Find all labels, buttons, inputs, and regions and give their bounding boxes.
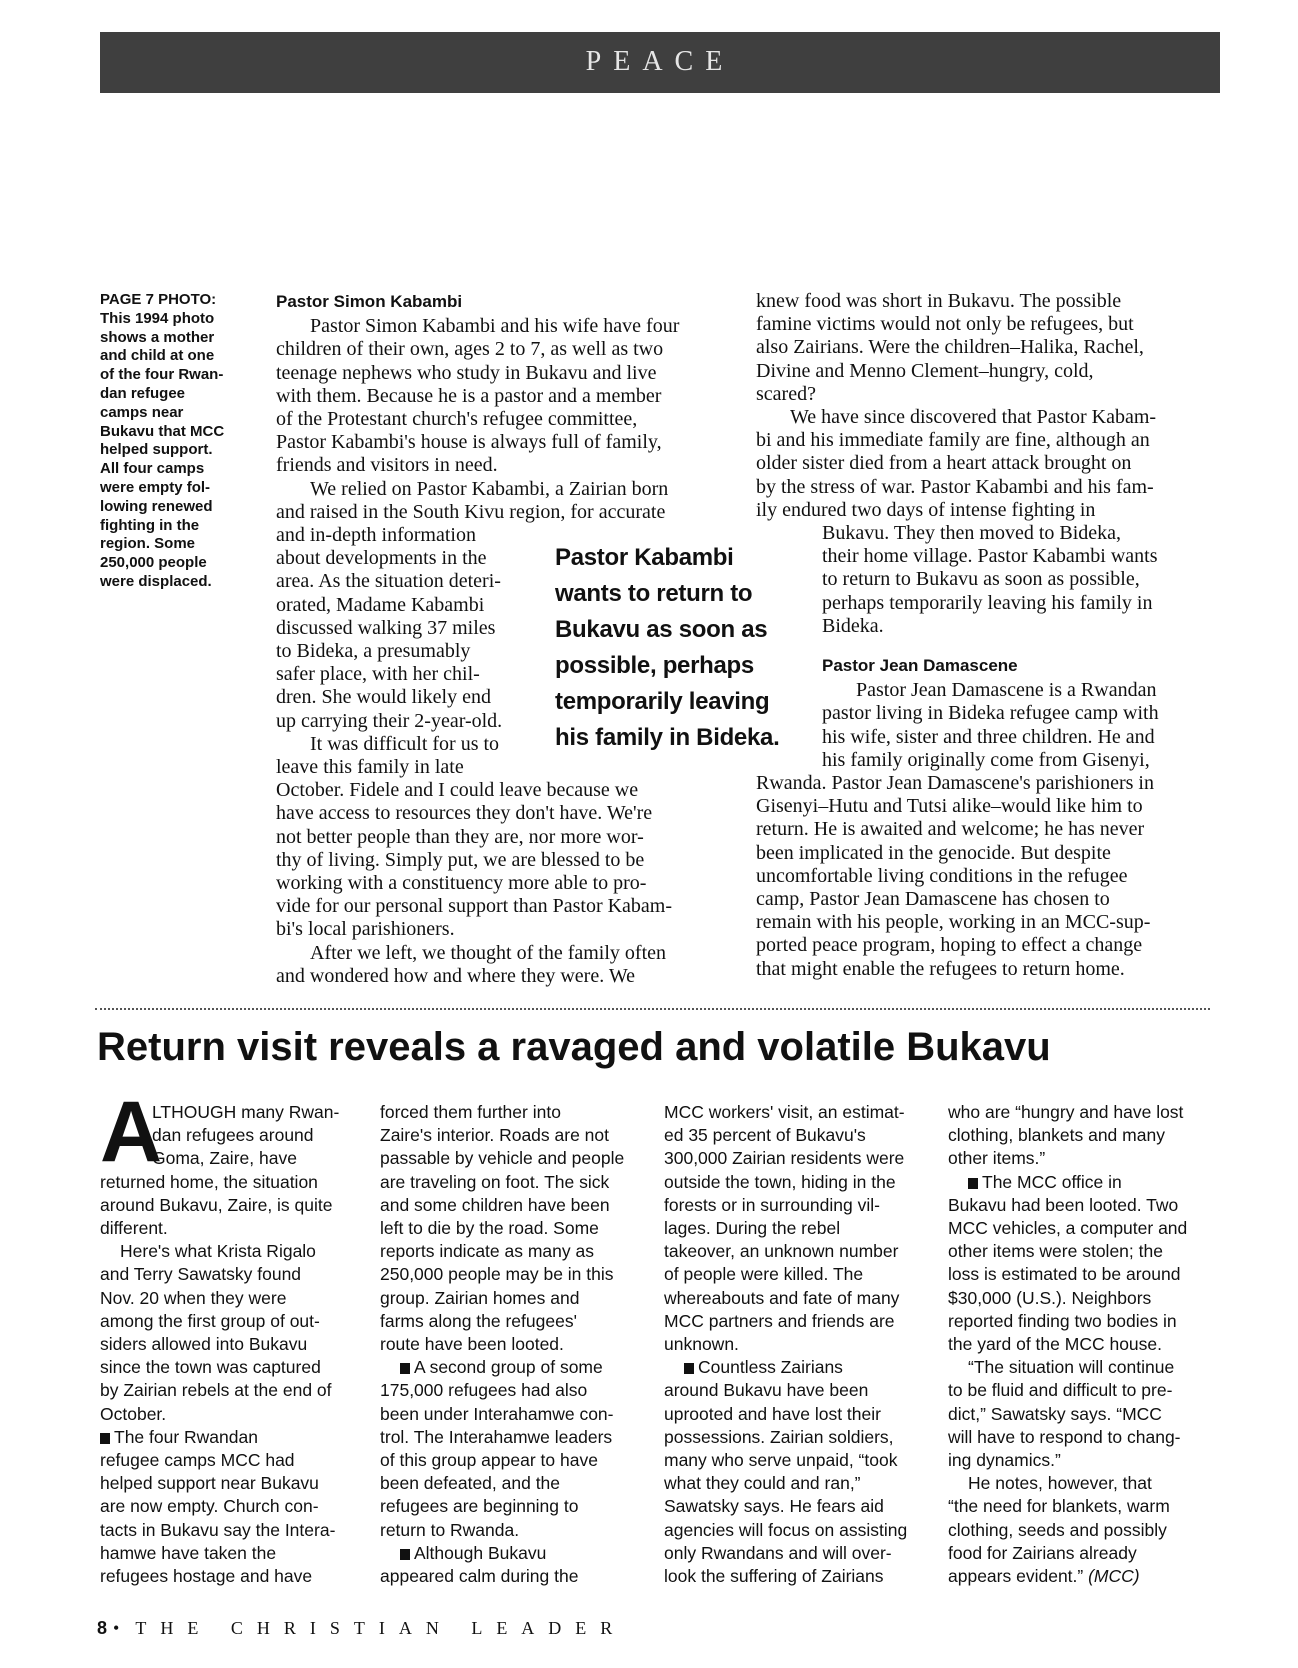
text-line: 175,000 refugees had also	[380, 1380, 588, 1401]
text-line: The four Rwandan	[100, 1426, 360, 1449]
article-credit: (MCC)	[1083, 1566, 1140, 1587]
text-line: Countless Zairians	[664, 1356, 924, 1379]
text-line: to return to Bukavu as soon as possible,	[822, 568, 1140, 591]
text-line: working with a constituency more able to pro-	[276, 872, 647, 895]
publication-name: THE CHRISTIAN LEADER	[135, 1618, 627, 1638]
text-line: discussed walking 37 miles	[276, 616, 496, 639]
text-line: refugee camps MCC had	[100, 1450, 295, 1471]
text-line: agencies will focus on assisting	[664, 1519, 908, 1540]
text-line: takeover, an unknown number	[664, 1241, 899, 1262]
text-line: “The situation will continue	[968, 1357, 1175, 1378]
text-line: about developments in the	[276, 547, 487, 570]
text-line: his wife, sister and three children. He and	[822, 725, 1155, 748]
text-line: been defeated, and the	[380, 1473, 561, 1494]
text-line: were displaced.	[100, 572, 212, 590]
text-line: area. As the situation deteri-	[276, 570, 501, 593]
text-line: with them. Because he is a pastor and a member	[276, 384, 662, 407]
text-line: have access to resources they don't have. We're	[276, 802, 653, 825]
text-line: This 1994 photo	[100, 309, 215, 327]
text-line: since the town was captured	[100, 1357, 321, 1378]
text-line: Bukavu. They then moved to Bideka,	[822, 522, 1122, 545]
text-line: Bukavu that MCC	[100, 422, 225, 440]
text-line: uprooted and have lost their	[664, 1403, 881, 1424]
text-line: Goma, Zaire, have	[152, 1148, 297, 1169]
text-line: many who serve unpaid, “took	[664, 1450, 898, 1471]
text-line: Divine and Menno Clement–hungry, cold,	[756, 359, 1094, 382]
text-line: remain with his people, working in an MCC-sup-	[756, 911, 1151, 934]
text-line: vide for our personal support than Pastor Kabam-	[276, 895, 673, 918]
text-line: Bukavu as soon as	[555, 616, 768, 643]
text-line: camp, Pastor Jean Damascene has chosen to	[756, 888, 1110, 911]
text-line: by Zairian rebels at the end of	[100, 1380, 332, 1401]
text-line: safer place, with her chil-	[276, 663, 480, 686]
text-line: It was difficult for us to	[310, 732, 500, 755]
text-line: return to Rwanda.	[380, 1519, 520, 1540]
text-line: clothing, seeds and possibly	[948, 1519, 1167, 1540]
text-line: ing dynamics.”	[948, 1450, 1061, 1471]
text-line: Nov. 20 when they were	[100, 1287, 287, 1308]
subhead-simon-kabambi: Pastor Simon Kabambi	[276, 292, 463, 311]
text-line: ily endured two days of intense fighting in	[756, 498, 1096, 521]
text-line: returned home, the situation	[100, 1171, 318, 1192]
text-line: ed 35 percent of Bukavu's	[664, 1125, 866, 1146]
col2-narrow	[756, 522, 1216, 638]
text-line: and raised in the South Kivu region, for accurate	[276, 500, 666, 523]
text-line: Rwanda. Pastor Jean Damascene's parishioners in	[756, 772, 1154, 795]
col2-top	[756, 290, 1216, 522]
text-line: “the need for blankets, warm	[948, 1496, 1170, 1517]
text-line: forced them further into	[380, 1102, 561, 1122]
text-line: We have since discovered that Pastor Kabam-	[790, 406, 1157, 429]
text-line: camps near	[100, 403, 184, 421]
text-line: $30,000 (U.S.). Neighbors	[948, 1287, 1152, 1308]
text-line: reports indicate as many as	[380, 1241, 594, 1262]
text-line: Sawatsky says. He fears aid	[664, 1496, 884, 1517]
text-line: different.	[100, 1218, 168, 1239]
page-number: 8	[97, 1618, 108, 1638]
text-line: refugees are beginning to	[380, 1496, 579, 1517]
text-line: helped support.	[100, 441, 213, 459]
text-line: After we left, we thought of the family often	[310, 941, 666, 964]
text-line: October. Fidele and I could leave because we	[276, 779, 639, 802]
text-line: are traveling on foot. The sick	[380, 1171, 610, 1192]
text-line: to Bideka, a presumably	[276, 640, 471, 663]
text-line: Bukavu had been looted. Two	[948, 1194, 1179, 1215]
text-line: and some children have been	[380, 1194, 610, 1215]
article-column-3	[664, 1101, 924, 1588]
text-line: bi and his immediate family are fine, although an	[756, 429, 1150, 452]
text-line: of the Protestant church's refugee committee,	[276, 408, 638, 431]
col1-bottom	[276, 779, 736, 988]
text-line: his family in Bideka.	[555, 724, 780, 751]
text-line: other items were stolen; the	[948, 1241, 1163, 1262]
text-line: thy of living. Simply put, we are blessed to be	[276, 848, 645, 871]
text-line: We relied on Pastor Kabambi, a Zairian born	[310, 477, 669, 500]
section-banner	[100, 32, 1220, 93]
text-line: unknown.	[664, 1334, 739, 1355]
article-column-4	[948, 1101, 1208, 1588]
text-line: famine victims would not only be refugees, but	[756, 313, 1134, 336]
text-line: 250,000 people	[100, 554, 207, 572]
text-line: will have to respond to chang-	[948, 1426, 1181, 1447]
text-line: food for Zairians already	[948, 1542, 1137, 1563]
text-line: A second group of some	[380, 1356, 640, 1379]
col2-bottom	[756, 772, 1216, 981]
text-line: appeared calm during the	[380, 1566, 579, 1587]
text-line: siders allowed into Bukavu	[100, 1334, 308, 1355]
text-line: left to die by the road. Some	[380, 1218, 599, 1239]
text-line: who are “hungry and have lost	[948, 1102, 1184, 1122]
text-line: He notes, however, that	[968, 1473, 1152, 1494]
section-title: PEACE	[585, 46, 735, 77]
text-line: region. Some	[100, 535, 196, 553]
text-line: also Zairians. Were the children–Halika, Rachel,	[756, 336, 1144, 359]
text-line: temporarily leaving	[555, 688, 770, 715]
col1-top	[276, 315, 736, 524]
text-line: of this group appear to have	[380, 1450, 598, 1471]
bullet-square-icon	[400, 1363, 410, 1374]
text-line: shows a mother	[100, 328, 215, 346]
text-line: Pastor Jean Damascene is a Rwandan	[856, 679, 1157, 702]
text-line: appears evident.” (MCC)	[948, 1566, 1140, 1587]
text-line: children of their own, ages 2 to 7, as well as two	[276, 338, 664, 361]
text-line: leave this family in late	[276, 756, 464, 779]
text-line: trol. The Interahamwe leaders	[380, 1426, 613, 1447]
text-line: around Bukavu have been	[664, 1380, 869, 1401]
text-line: clothing, blankets and many	[948, 1125, 1165, 1146]
text-line: possessions. Zairian soldiers,	[664, 1426, 894, 1447]
text-line: were empty fol-	[100, 478, 211, 496]
text-line: MCC vehicles, a computer and	[948, 1218, 1188, 1239]
text-line: forests or in surrounding vil-	[664, 1194, 880, 1215]
text-line: of the four Rwan-	[100, 366, 224, 384]
text-line: to be fluid and difficult to pre-	[948, 1380, 1173, 1401]
text-line: look the suffering of Zairians	[664, 1566, 884, 1587]
footer-separator: •	[113, 1618, 120, 1638]
text-line: been implicated in the genocide. But despite	[756, 841, 1111, 864]
col2-narrow-2	[756, 679, 1216, 772]
text-line: return. He is awaited and welcome; he has never	[756, 818, 1145, 841]
text-line: ported peace program, hoping to effect a change	[756, 934, 1143, 957]
text-line: Here's what Krista Rigalo	[120, 1241, 316, 1262]
text-line: among the first group of out-	[100, 1310, 320, 1331]
text-line: Gisenyi–Hutu and Tutsi alike–would like him to	[756, 795, 1143, 818]
text-line: October.	[100, 1403, 167, 1424]
text-line: hamwe have taken the	[100, 1542, 277, 1563]
text-line: 300,000 Zairian residents were	[664, 1148, 905, 1169]
text-line: and child at one	[100, 347, 215, 365]
text-line: Bideka.	[822, 614, 884, 637]
text-line: the yard of the MCC house.	[948, 1334, 1162, 1355]
text-line: and in-depth information	[276, 524, 476, 547]
text-line: his family originally come from Gisenyi,	[822, 748, 1150, 771]
text-line: tacts in Bukavu say the Intera-	[100, 1519, 336, 1540]
text-line: Pastor Simon Kabambi and his wife have four	[310, 315, 680, 338]
text-line: knew food was short in Bukavu. The possible	[756, 290, 1122, 312]
text-line: dren. She would likely end	[276, 686, 491, 709]
text-line: MCC workers' visit, an estimat-	[664, 1102, 905, 1122]
text-line: lages. During the rebel	[664, 1218, 841, 1239]
text-line: around Bukavu, Zaire, is quite	[100, 1194, 333, 1215]
text-line: what they could and ran,”	[664, 1473, 861, 1494]
text-line: All four camps	[100, 460, 205, 478]
section-divider	[95, 1008, 1210, 1010]
text-line: reported finding two bodies in	[948, 1310, 1177, 1331]
text-line: loss is estimated to be around	[948, 1264, 1181, 1285]
text-line: group. Zairian homes and	[380, 1287, 580, 1308]
text-line: and Terry Sawatsky found	[100, 1264, 302, 1285]
bullet-square-icon	[968, 1178, 978, 1189]
text-line: and wondered how and where they were. We	[276, 964, 635, 987]
text-line: LTHOUGH many Rwan-	[152, 1102, 340, 1122]
text-line: their home village. Pastor Kabambi wants	[822, 545, 1158, 568]
text-line: helped support near Bukavu	[100, 1473, 319, 1494]
story-column-2	[756, 290, 1216, 981]
subhead-jean-damascene: Pastor Jean Damascene	[822, 656, 1018, 676]
article-column-1	[100, 1101, 360, 1588]
text-line: Zaire's interior. Roads are not	[380, 1125, 610, 1146]
text-line: friends and visitors in need.	[276, 454, 498, 477]
article-headline: Return visit reveals a ravaged and volatile Bukavu	[97, 1025, 1051, 1069]
text-line: possible, perhaps	[555, 652, 754, 679]
text-line: Although Bukavu	[380, 1542, 640, 1565]
text-line: uncomfortable living conditions in the refugee	[756, 864, 1128, 887]
text-line: refugees hostage and have	[100, 1566, 313, 1587]
bullet-square-icon	[684, 1363, 694, 1374]
bullet-square-icon	[100, 1433, 110, 1444]
text-line: teenage nephews who study in Bukavu and live	[276, 361, 657, 384]
text-line: dict,” Sawatsky says. “MCC	[948, 1403, 1162, 1424]
text-line: that might enable the refugees to return home.	[756, 957, 1125, 980]
text-line: PAGE 7 PHOTO:	[100, 291, 217, 308]
text-line: dan refugees around	[152, 1125, 314, 1146]
text-line: scared?	[756, 382, 816, 405]
text-line: bi's local parishioners.	[276, 918, 455, 941]
text-line: by the stress of war. Pastor Kabambi and his fam-	[756, 475, 1154, 498]
text-line: lowing renewed	[100, 497, 213, 515]
text-line: passable by vehicle and people	[380, 1148, 625, 1169]
text-line: fighting in the	[100, 516, 200, 534]
text-line: MCC partners and friends are	[664, 1310, 895, 1331]
text-line: Pastor Kabambi	[555, 544, 734, 571]
text-line: only Rwandans and will over-	[664, 1542, 892, 1563]
text-line: other items.”	[948, 1148, 1046, 1169]
text-line: outside the town, hiding in the	[664, 1171, 896, 1192]
text-line: 250,000 people may be in this	[380, 1264, 614, 1285]
text-line: dan refugee	[100, 384, 186, 402]
text-line: orated, Madame Kabambi	[276, 593, 485, 616]
article-column-2	[380, 1101, 640, 1588]
page-footer	[97, 1618, 626, 1639]
text-line: farms along the refugees'	[380, 1310, 577, 1331]
text-line: whereabouts and fate of many	[664, 1287, 900, 1308]
drop-cap: A	[100, 1084, 163, 1180]
text-line: The MCC office in	[948, 1171, 1208, 1194]
photo-caption	[100, 291, 240, 592]
text-line: perhaps temporarily leaving his family in	[822, 591, 1153, 614]
text-line: not better people than they are, nor more wor-	[276, 825, 644, 848]
text-line: of people were killed. The	[664, 1264, 864, 1285]
bullet-square-icon	[400, 1549, 410, 1560]
text-line: route have been looted.	[380, 1334, 564, 1355]
text-line: been under Interahamwe con-	[380, 1403, 614, 1424]
text-line: are now empty. Church con-	[100, 1496, 319, 1517]
text-line: wants to return to	[555, 580, 753, 607]
text-line: pastor living in Bideka refugee camp with	[822, 702, 1159, 725]
text-line: up carrying their 2-year-old.	[276, 709, 503, 732]
text-line: older sister died from a heart attack brought on	[756, 452, 1132, 475]
text-line: Pastor Kabambi's house is always full of family,	[276, 431, 662, 454]
